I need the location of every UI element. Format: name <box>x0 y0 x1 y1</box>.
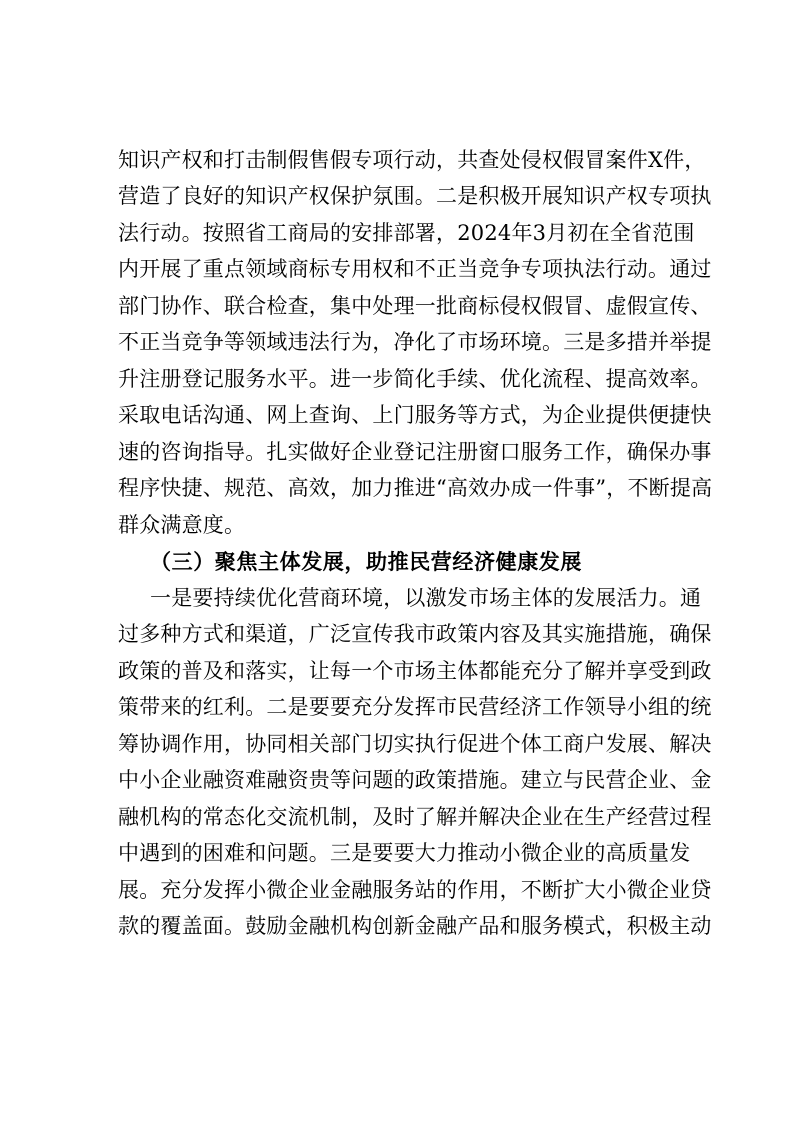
paragraph-1-line-7: 升注册登记服务水平。进一步简化手续、优化流程、提高效率。 <box>118 367 712 391</box>
paragraph-2-line-7: 融机构的常态化交流机制，及时了解并解决企业在生产经营过程 <box>118 805 712 829</box>
paragraph-2-line-1: 一是要持续优化营商环境，以激发市场主体的发展活力。通 <box>150 586 702 610</box>
paragraph-2-line-3: 政策的普及和落实，让每一个市场主体都能充分了解并享受到政 <box>118 659 712 683</box>
paragraph-1-line-6: 不正当竞争等领域违法行为，净化了市场环境。三是多措并举提 <box>118 330 712 354</box>
paragraph-1-line-10: 程序快捷、规范、高效，加力推进“高效办成一件事”，不断提高 <box>118 476 713 500</box>
paragraph-2-line-2: 过多种方式和渠道，广泛宣传我市政策内容及其实施措施，确保 <box>118 622 712 646</box>
paragraph-1-line-8: 采取电话沟通、网上查询、上门服务等方式，为企业提供便捷快 <box>118 403 712 427</box>
paragraph-2-line-10: 款的覆盖面。鼓励金融机构创新金融产品和服务模式，积极主动 <box>118 914 712 938</box>
paragraph-2-line-5: 筹协调作用，协同相关部门切实执行促进个体工商户发展、解决 <box>118 732 712 756</box>
paragraph-1-line-11: 群众满意度。 <box>118 513 246 537</box>
paragraph-1-line-2: 营造了良好的知识产权保护氛围。二是积极开展知识产权专项执 <box>118 184 712 208</box>
paragraph-2-line-8: 中遇到的困难和问题。三是要要大力推动小微企业的高质量发 <box>118 841 691 865</box>
paragraph-1-line-4: 内开展了重点领域商标专用权和不正当竞争专项执法行动。通过 <box>118 257 712 281</box>
paragraph-2-line-9: 展。充分发挥小微企业金融服务站的作用，不断扩大小微企业贷 <box>118 878 712 902</box>
paragraph-2-line-4: 策带来的红利。二是要要充分发挥市民营经济工作领导小组的统 <box>118 695 712 719</box>
section-heading: （三）聚焦主体发展，助推民营经济健康发展 <box>150 549 582 574</box>
paragraph-1-line-3: 法行动。按照省工商局的安排部署，2024年3月初在全省范围 <box>118 221 695 245</box>
paragraph-1-line-9: 速的咨询指导。扎实做好企业登记注册窗口服务工作，确保办事 <box>118 440 712 464</box>
paragraph-1-line-5: 部门协作、联合检查，集中处理一批商标侵权假冒、虚假宣传、 <box>118 294 712 318</box>
paragraph-1-line-1: 知识产权和打击制假售假专项行动，共查处侵权假冒案件X件， <box>118 148 706 172</box>
paragraph-2-line-6: 中小企业融资难融资贵等问题的政策措施。建立与民营企业、金 <box>118 768 712 792</box>
